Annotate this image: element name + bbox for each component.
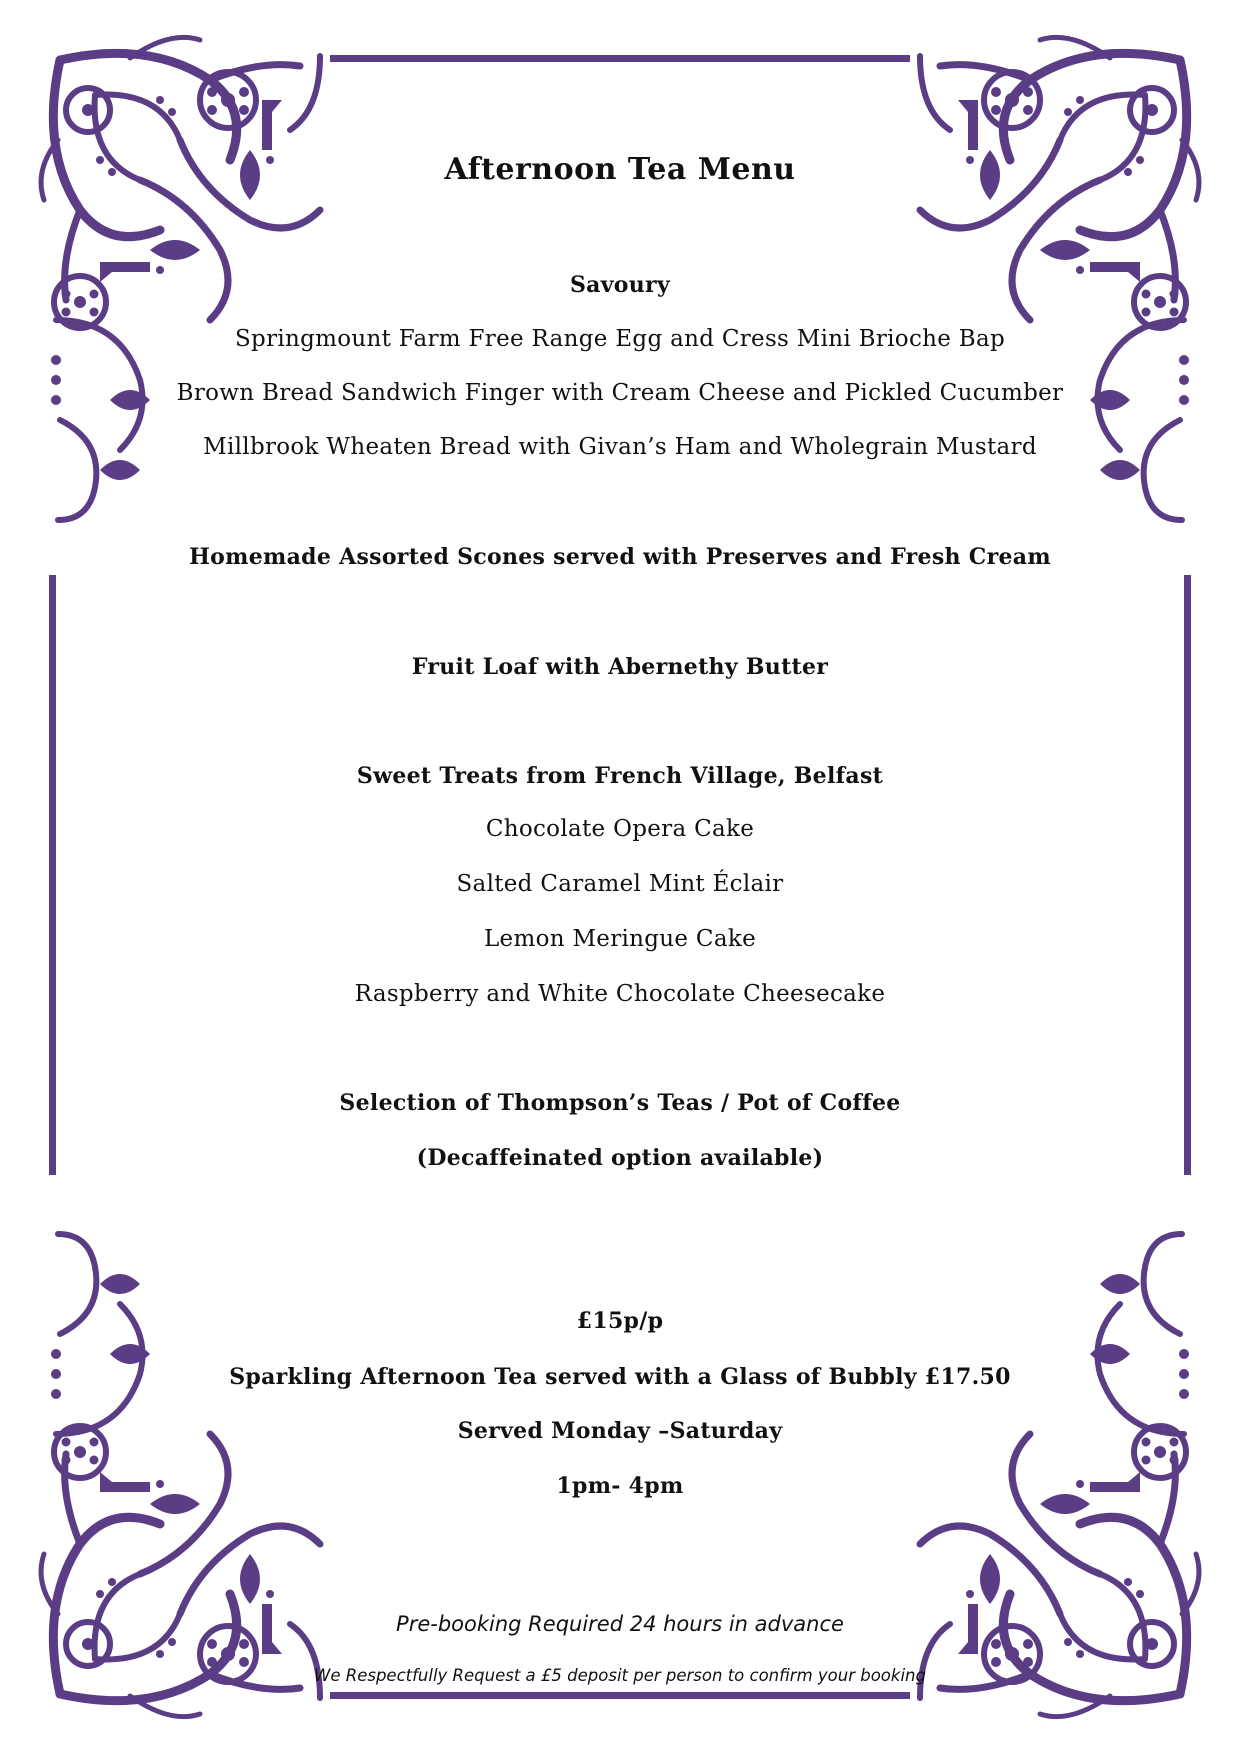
sweet-item: Salted Caramel Mint Éclair <box>456 871 784 897</box>
savoury-item: Springmount Farm Free Range Egg and Cress Mini Brioche Bap <box>235 326 1005 352</box>
fruit-loaf-heading: Fruit Loaf with Abernethy Butter <box>411 654 829 680</box>
price: £15p/p <box>576 1308 664 1334</box>
scones-heading: Homemade Assorted Scones served with Preserves and Fresh Cream <box>189 544 1051 570</box>
sparkling-offer: Sparkling Afternoon Tea served with a Glass of Bubbly £17.50 <box>229 1364 1011 1390</box>
decaf-note: (Decaffeinated option available) <box>416 1145 824 1171</box>
drinks-heading: Selection of Thompson’s Teas / Pot of Coffee <box>339 1090 901 1116</box>
prebooking-note: Pre-booking Required 24 hours in advance <box>396 1612 844 1636</box>
sweet-item: Raspberry and White Chocolate Cheesecake <box>354 981 886 1007</box>
savoury-heading: Savoury <box>569 272 671 298</box>
sweet-item: Chocolate Opera Cake <box>485 816 755 842</box>
sweet-heading: Sweet Treats from French Village, Belfast <box>356 763 884 789</box>
sweet-item: Lemon Meringue Cake <box>483 926 756 952</box>
served-days: Served Monday –Saturday <box>457 1418 783 1444</box>
served-hours: 1pm- 4pm <box>556 1473 684 1499</box>
savoury-item: Millbrook Wheaten Bread with Givan’s Ham and Wholegrain Mustard <box>203 434 1037 460</box>
savoury-item: Brown Bread Sandwich Finger with Cream Cheese and Pickled Cucumber <box>176 380 1064 406</box>
deposit-note: We Respectfully Request a £5 deposit per person to confirm your booking <box>314 1666 926 1685</box>
menu-title: Afternoon Tea Menu <box>444 152 796 187</box>
